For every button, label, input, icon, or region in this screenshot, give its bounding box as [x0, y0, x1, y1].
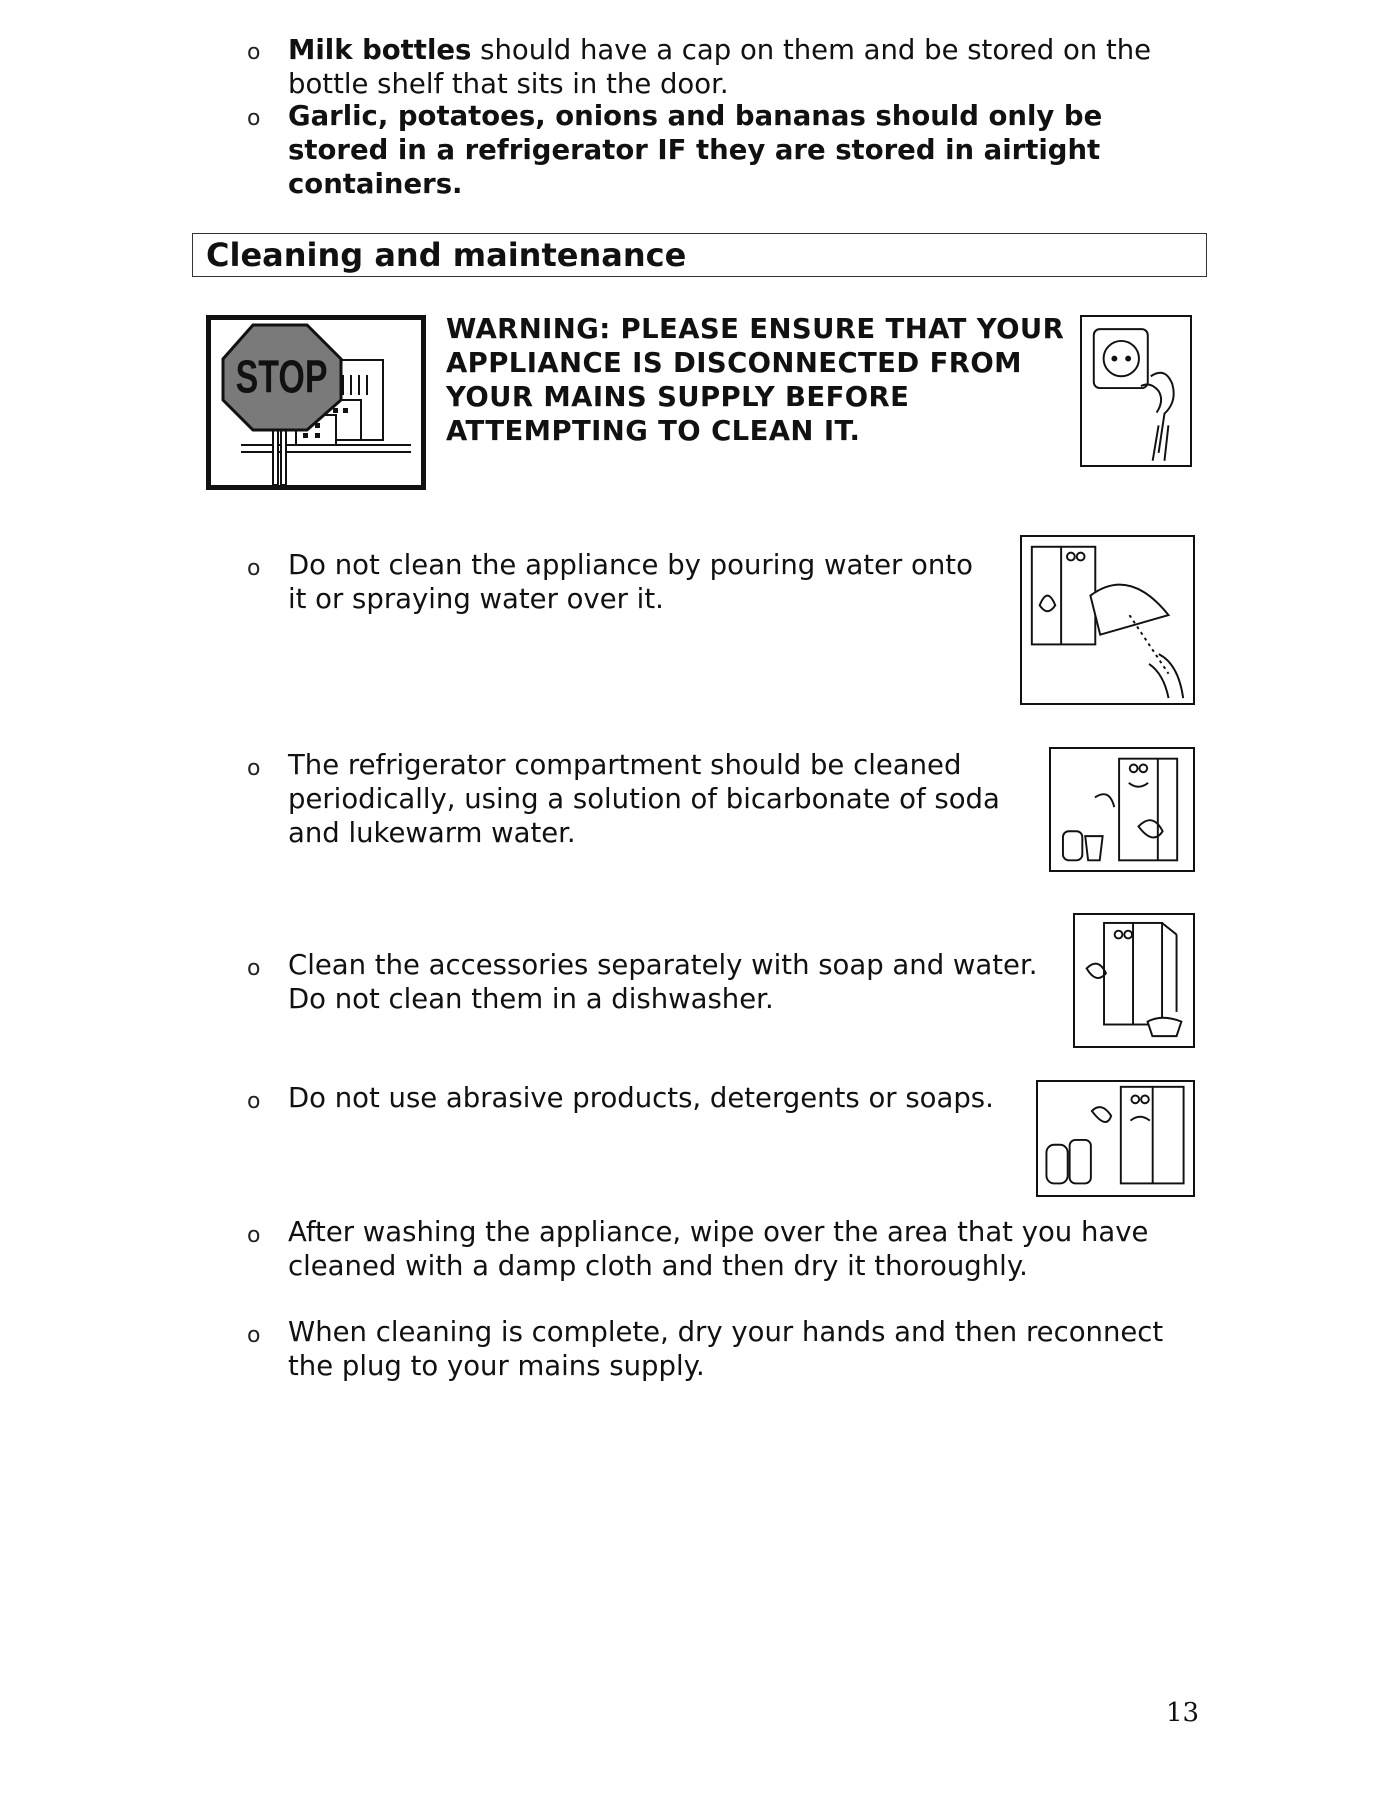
bullet-marker: o [247, 106, 261, 131]
stop-sign-text: STOP [235, 350, 328, 403]
instruction-3-line-2: Do not clean them in a dishwasher. [288, 983, 774, 1015]
instruction-5-line-1: After washing the appliance, wipe over the area that you have [288, 1216, 1149, 1248]
unplug-svg [1082, 317, 1190, 465]
page-number: 13 [1166, 1698, 1200, 1728]
spraying-water-illustration [1020, 535, 1195, 705]
instruction-no-water [288, 548, 973, 616]
warning-text [446, 312, 1076, 448]
list-item-garlic [288, 99, 1102, 201]
bullet-marker: o [247, 556, 261, 581]
unplug-illustration [1080, 315, 1192, 467]
bullet-marker: o [247, 756, 261, 781]
garlic-line1: Garlic, potatoes, onions and bananas should only be [288, 100, 1103, 132]
no-detergents-illustration [1036, 1080, 1195, 1197]
bullet-marker: o [247, 1089, 261, 1114]
bullet-marker: o [247, 956, 261, 981]
garlic-line3: containers. [288, 168, 463, 200]
warning-line-4: ATTEMPTING TO CLEAN IT. [446, 415, 861, 447]
instruction-wipe-dry [288, 1215, 1148, 1283]
instruction-6-line-2: the plug to your mains supply. [288, 1350, 705, 1382]
cleaning-fridge-svg [1051, 749, 1193, 870]
instruction-reconnect [288, 1315, 1163, 1383]
accessories-illustration [1073, 913, 1195, 1048]
instruction-3-line-1: Clean the accessories separately with soap and water. [288, 949, 1038, 981]
warning-line-2: APPLIANCE IS DISCONNECTED FROM [446, 347, 1022, 379]
instruction-accessories [288, 948, 1037, 1016]
milk-bottles-rest: should have a cap on them and be stored on the [471, 34, 1152, 66]
stop-sign-svg [211, 320, 421, 485]
instruction-2-line-1: The refrigerator compartment should be cleaned [288, 749, 962, 781]
instruction-2-line-2: periodically, using a solution of bicarbonate of soda [288, 783, 1000, 815]
warning-line-1: WARNING: PLEASE ENSURE THAT YOUR [446, 313, 1065, 345]
instruction-4-line-1: Do not use abrasive products, detergents or soaps. [288, 1082, 994, 1114]
instruction-2-line-3: and lukewarm water. [288, 817, 576, 849]
section-heading-box [192, 233, 1207, 277]
spraying-water-svg [1022, 537, 1193, 703]
bullet-marker: o [247, 1223, 261, 1248]
instruction-1-line-2: it or spraying water over it. [288, 583, 664, 615]
bullet-marker: o [247, 1323, 261, 1348]
list-item-milk-bottles [288, 33, 1151, 101]
no-detergents-svg [1038, 1082, 1193, 1195]
bullet-marker: o [247, 40, 261, 65]
instruction-5-line-2: cleaned with a damp cloth and then dry it thoroughly. [288, 1250, 1028, 1282]
garlic-line2: stored in a refrigerator IF they are stored in airtight [288, 134, 1101, 166]
section-title: Cleaning and maintenance [206, 236, 687, 274]
cleaning-fridge-illustration [1049, 747, 1195, 872]
instruction-bicarbonate [288, 748, 1000, 850]
warning-line-3: YOUR MAINS SUPPLY BEFORE [446, 381, 910, 413]
milk-bottles-bold: Milk bottles [288, 34, 472, 66]
instruction-no-abrasives [288, 1081, 994, 1115]
instruction-6-line-1: When cleaning is complete, dry your hands and then reconnect [288, 1316, 1164, 1348]
instruction-1-line-1: Do not clean the appliance by pouring water onto [288, 549, 973, 581]
milk-bottles-line2: bottle shelf that sits in the door. [288, 68, 729, 100]
stop-sign-illustration [206, 315, 426, 490]
accessories-svg [1075, 915, 1193, 1046]
